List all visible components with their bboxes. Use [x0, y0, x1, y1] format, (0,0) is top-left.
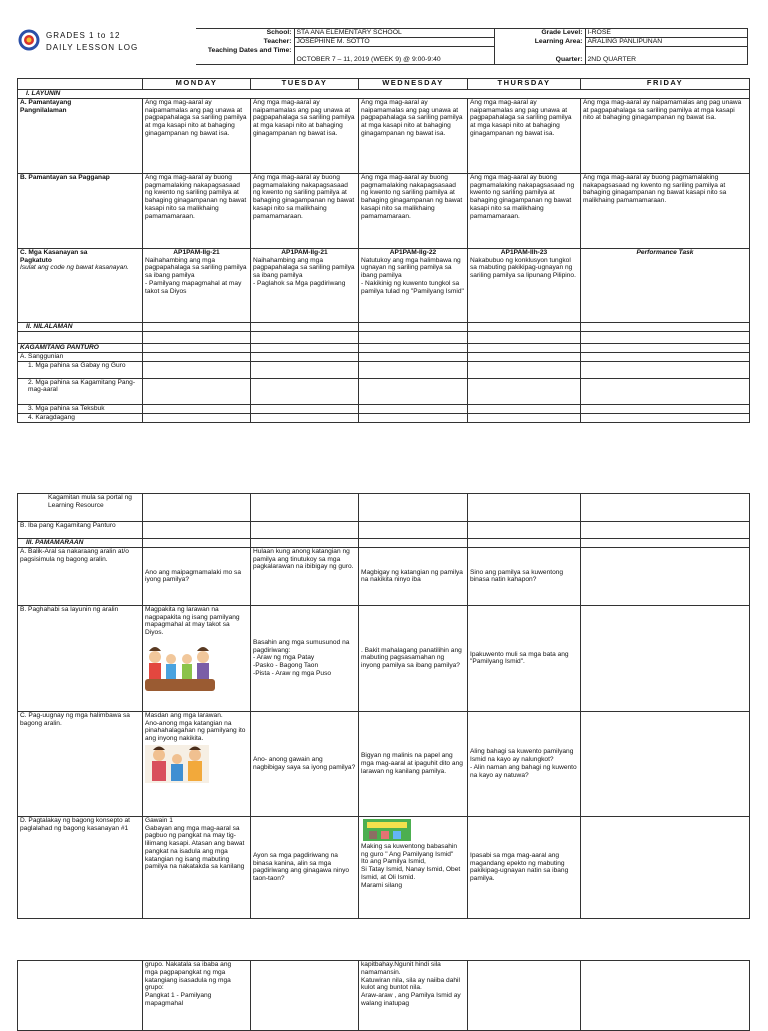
lesson-table-page2: [17, 493, 750, 919]
cell-balik-aral-wednesday: Magbigay ng katangian ng pamilya na nakikita ninyo iba: [359, 547, 468, 605]
empty-cell: [359, 404, 468, 413]
section-nilalaman: II. NILALAMAN: [18, 322, 143, 331]
kasanayan-title: C. Mga Kasanayan sa Pagkatuto: [20, 248, 88, 264]
quarter-label: Quarter:: [494, 47, 585, 65]
empty-cell: [359, 539, 468, 548]
teacher-label: Teacher:: [263, 37, 292, 45]
empty-cell: [468, 343, 581, 352]
cell-b-friday: Ang mga mag-aaral ay buong pagmamalaking nakapagsasaad ng kwento ng sariling pamilya at bahaging ginagampanan ng bawat kasapi nito sa malikhaing pamamamaraan.: [581, 173, 750, 248]
empty-cell: [143, 404, 251, 413]
paghahabi-monday-text: Magpakita ng larawan na nagpapakita ng isang pamilyang mapagmahal at may takot sa Diyos.: [145, 605, 240, 637]
empty-cell: [359, 322, 468, 331]
day-header-friday: FRIDAY: [581, 79, 750, 90]
empty-cell: [251, 343, 359, 352]
row-label-pag-uugnay: C. Pag-uugnay ng mga halimbawa sa bagong aralin.: [18, 711, 143, 816]
teacher-value: JOSEPHINE M. SOTTO: [294, 38, 494, 47]
day-header-tuesday: TUESDAY: [251, 79, 359, 90]
cell-pag-uugnay-friday: [581, 711, 750, 816]
section-layunin: I. LAYUNIN: [18, 90, 750, 99]
cell-pag-uugnay-monday: [143, 711, 251, 816]
cell-b-wednesday: Ang mga mag-aaral ay buong pagmamalaking nakapagsasaad ng kwento ng sariling pamilya at bahaging ginagampanan ng bawat kasapi nito sa malikhaing pamamamaraan.: [359, 173, 468, 248]
empty-cell: [359, 378, 468, 404]
family-picture-image: [145, 745, 209, 783]
empty-cell: [251, 961, 359, 1031]
empty-cell: [468, 539, 581, 548]
empty-cell: [359, 522, 468, 539]
cell-pagtalakay-friday: [581, 816, 750, 918]
page-title: [46, 31, 196, 52]
cell-paghahabi-wednesday: . Bakit mahalagang panatilihin ang mabuting pagsasamahan ng inyong pamilya sa ibang pamilya?: [359, 605, 468, 711]
empty-cell: [581, 404, 750, 413]
competency-text-tuesday: Naihahambing ang mga pagpapahalaga sa sariling pamilya sa ibang pamilya - Paglahok sa Mga pagdiriwang: [253, 256, 355, 287]
empty-cell: [581, 322, 750, 331]
empty-cell: [359, 361, 468, 378]
cell-b-monday: Ang mga mag-aaral ay buong pagmamalaking nakapagsasaad ng kwento ng sariling pamilya at bahaging ginagampanan ng bawat kasapi nito sa malikhaing pamamamaraan.: [143, 173, 251, 248]
empty-cell: [18, 331, 143, 343]
gabay-ng-guro-label: 1. Mga pahina sa Gabay ng Guro: [18, 361, 143, 378]
empty-cell: [251, 539, 359, 548]
cell-pagtalakay-tuesday: Ayon sa mga pagdiriwang na binasa kanina, alin sa mga pagdiriwang ang ginagawa ninyo taon-taon?: [251, 816, 359, 918]
empty-cell: [359, 494, 468, 522]
performance-task-label: Performance Task: [636, 248, 694, 256]
cell-page3-wednesday: kapitbahay.Ngunit hindi sila namamansin. Katuwiran nila, sila ay naiiba dahil kulot ang buntot nila. Araw-araw , ang Pamilya Ismid ay walang inatupag: [359, 961, 468, 1031]
empty-cell: [143, 343, 251, 352]
row-label-pagtalakay: D. Pagtalakay ng bagong konsepto at paglalahad ng bagong kasanayan #1: [18, 816, 143, 918]
title-line-1: GRADES 1 to 12: [46, 31, 121, 40]
empty-cell: [581, 331, 750, 343]
empty-cell: [251, 331, 359, 343]
learning-area-label: Learning Area:: [534, 37, 583, 45]
row-label-pamantayan-sa-pagganap: B. Pamantayan sa Pagganap: [18, 173, 143, 248]
empty-cell: [251, 378, 359, 404]
sanggunian-label: A. Sanggunian: [18, 352, 143, 361]
empty-cell: [359, 343, 468, 352]
cell-c-wednesday: [359, 248, 468, 322]
cell-a-monday: Ang mga mag-aaral ay naipamamalas ang pag unawa at pagpapahalaga sa sariling pamilya at mga kasapi nito at bahaging ginagampanan ng bawat isa.: [143, 98, 251, 173]
cell-pagtalakay-thursday: Ipasabi sa mga mag-aaral ang magandang epekto ng mabuting pakikipag-ugnayan natin sa ibang pamilya.: [468, 816, 581, 918]
row-label-pamantayang-pangnilalaman: A. Pamantayang Pangnilalaman: [18, 98, 143, 173]
empty-cell: [581, 494, 750, 522]
empty-cell: [251, 413, 359, 422]
cell-b-tuesday: Ang mga mag-aaral ay buong pagmamalaking nakapagsasaad ng kwento ng sariling pamilya at bahaging ginagampanan ng bawat kasapi nito sa malikhaing pamamamaraan.: [251, 173, 359, 248]
cell-b-thursday: Ang mga mag-aaral ay buong pagmamalaking nakapagsasaad ng kwento ng sariling pamilya at bahaging ginagampanan ng bawat kasapi nito sa malikhaing pamamamaraan.: [468, 173, 581, 248]
cell-a-friday: Ang mga mag-aaral ay naipamamalas ang pag unawa at pagpapahalaga sa sariling pamilya at mga kasapi nito at bahaging ginagampanan ng bawat isa.: [581, 98, 750, 173]
competency-code-wednesday: AP1PAM-IIg-22: [389, 248, 437, 256]
empty-cell: [143, 352, 251, 361]
row-label-paghahabi: B. Paghahabi sa layunin ng aralin: [18, 605, 143, 711]
cell-balik-aral-monday: Ano ang maipagmamalaki mo sa iyong pamilya?: [143, 547, 251, 605]
empty-cell: [581, 378, 750, 404]
quarter-value: 2ND QUARTER: [585, 47, 747, 65]
empty-cell: [359, 331, 468, 343]
empty-cell: [581, 413, 750, 422]
karagdagang-label: 4. Karagdagang: [18, 413, 143, 422]
pagtalakay-wednesday-text: Making sa kuwentong babasahin ng guro " Ang Pamilyang Ismid" Ito ang Pamilya Ismid, Si Tatay Ismid, Nanay Ismid, Obet Ismid, at Oli Ismid. Marami silang: [361, 842, 461, 889]
cell-pagtalakay-wednesday: [359, 816, 468, 918]
empty-cell: [581, 361, 750, 378]
empty-cell: [359, 352, 468, 361]
pag-uugnay-monday-text: Masdan ang mga larawan. Ano-anong mga katangian na pinahahalagahan ng pamilyang ito ang inyong nakikita.: [145, 711, 246, 743]
competency-text-thursday: Nakabubuo ng konklusyon tungkol sa mabuting pakikipag-ugnayan ng sariling pamilya sa lipunang Pilipino.: [470, 256, 576, 280]
day-header-monday: MONDAY: [143, 79, 251, 90]
empty-cell: [143, 378, 251, 404]
empty-cell: [468, 413, 581, 422]
cell-paghahabi-friday: [581, 605, 750, 711]
dates-value: OCTOBER 7 – 11, 2019 (WEEK 9) @ 9:00-9:40: [294, 47, 494, 65]
cell-paghahabi-tuesday: Basahin ang mga sumusunod na pagdiriwang: - Araw ng mga Patay -Pasko - Bagong Taon -Pista - Araw ng mga Puso: [251, 605, 359, 711]
learning-resource-label: Kagamitan mula sa portal ng Learning Resource: [18, 494, 143, 522]
empty-cell: [581, 352, 750, 361]
row-label-balik-aral: A. Balik-Aral sa nakaraang aralin at/o pagsisimula ng bagong aralin.: [18, 547, 143, 605]
competency-code-tuesday: AP1PAM-IIg-21: [281, 248, 328, 256]
empty-cell: [143, 331, 251, 343]
cell-c-tuesday: [251, 248, 359, 322]
cell-pag-uugnay-thursday: Aling bahagi sa kuwento pamilyang Ismid na kayo ay nalungkot? - Alin naman ang bahagi ng kuwento na kayo ay natuwa?: [468, 711, 581, 816]
empty-cell: [251, 361, 359, 378]
section-kagamitang-panturo: KAGAMITANG PANTURO: [18, 343, 143, 352]
school-value: STA ANA ELEMENTARY SCHOOL: [294, 29, 494, 38]
empty-cell: [468, 352, 581, 361]
section-pamamaraan: III. PAMAMARAAN: [18, 539, 143, 548]
empty-cell: [143, 322, 251, 331]
empty-cell: [251, 494, 359, 522]
grade-level-label: Grade Level:: [494, 29, 585, 38]
day-header-thursday: THURSDAY: [468, 79, 581, 90]
cell-a-tuesday: Ang mga mag-aaral ay naipamamalas ang pag unawa at pagpapahalaga sa sariling pamilya at mga kasapi nito at bahaging ginagampanan ng bawat isa.: [251, 98, 359, 173]
header-info-grid: [196, 28, 748, 65]
empty-cell: [359, 413, 468, 422]
cell-a-wednesday: Ang mga mag-aaral ay naipamamalas ang pag unawa at pagpapahalaga sa sariling pamilya at mga kasapi nito at bahaging ginagampanan ng bawat isa.: [359, 98, 468, 173]
empty-cell: [251, 352, 359, 361]
dates-label: Teaching Dates and Time:: [196, 47, 294, 65]
competency-text-wednesday: Natutukoy ang mga halimbawa ng ugnayan ng sariling pamilya sa ibang pamilya - Nakikinig ng kuwento tungkol sa pamilya tulad ng "Pamilyang Ismid": [361, 256, 464, 295]
empty-cell: [143, 539, 251, 548]
cell-pag-uugnay-wednesday: Bigyan ng malinis na papel ang mga mag-aaral at ipaguhit dito ang larawan ng kanilang pamilya.: [359, 711, 468, 816]
cell-pagtalakay-monday: Gawain 1 Gabayan ang mga mag-aaral sa pagbuo ng pangkat na may tig-lilimang kasapi. Atasan ang bawat pangkat na isadula ang mga katangian ng isang mabuting pamilya na nakatakda sa kanilang: [143, 816, 251, 918]
empty-cell: [468, 494, 581, 522]
grade-level-value: I-ROSE: [585, 29, 747, 38]
cell-c-monday: [143, 248, 251, 322]
kagamitang-pang-mag-aaral-label: 2. Mga pahina sa Kagamitang Pang-mag-aaral: [18, 378, 143, 404]
title-line-2: DAILY LESSON LOG: [46, 43, 139, 52]
learning-area-value: ARALING PANLIPUNAN: [585, 38, 747, 47]
empty-cell: [581, 343, 750, 352]
family-praying-image: [145, 643, 215, 693]
empty-cell: [468, 361, 581, 378]
empty-cell: [18, 961, 143, 1031]
kasanayan-instruction: Isulat ang code ng bawat kasanayan.: [20, 264, 129, 272]
cell-balik-aral-thursday: Sino ang pamilya sa kuwentong binasa natin kahapon?: [468, 547, 581, 605]
empty-cell: [468, 322, 581, 331]
iba-pang-kagamitan-label: B. Iba pang Kagamitang Panturo: [18, 522, 143, 539]
empty-cell: [468, 522, 581, 539]
cell-balik-aral-friday: [581, 547, 750, 605]
competency-code-monday: AP1PAM-IIg-21: [173, 248, 220, 256]
cell-c-friday: [581, 248, 750, 322]
lesson-table-page3: [17, 960, 750, 1031]
empty-cell: [468, 378, 581, 404]
school-label: School:: [196, 29, 294, 38]
empty-cell: [251, 522, 359, 539]
day-header-wednesday: WEDNESDAY: [359, 79, 468, 90]
competency-text-monday: Naihahambing ang mga pagpapahalaga sa sariling pamilya sa ibang pamilya - Pamilyang mapagmahal at may takot sa Diyos: [145, 256, 247, 295]
empty-cell: [143, 494, 251, 522]
empty-cell: [143, 361, 251, 378]
empty-cell: [468, 331, 581, 343]
deped-seal-icon: [18, 29, 40, 51]
corner-cell: [18, 79, 143, 90]
cell-pag-uugnay-tuesday: Ano- anong gawain ang nagbibigay saya sa iyong pamilya?: [251, 711, 359, 816]
empty-cell: [468, 961, 581, 1031]
empty-cell: [581, 522, 750, 539]
competency-code-thursday: AP1PAM-IIh-23: [500, 248, 548, 256]
cell-c-thursday: [468, 248, 581, 322]
row-label-mga-kasanayan: [18, 248, 143, 322]
cell-paghahabi-thursday: Ipakuwento muli sa mga bata ang "Pamilyang Ismid".: [468, 605, 581, 711]
storybook-cover-image: [363, 819, 411, 841]
cell-page3-monday: grupo. Nakatala sa ibaba ang mga pagpapangkat ng mga katangiang isasadula ng mga grupo: Pangkat 1 - Pamilyang mapagmahal: [143, 961, 251, 1031]
empty-cell: [143, 413, 251, 422]
cell-balik-aral-tuesday: Hulaan kung anong katangian ng pamilya ang tinutukoy sa mga pagkalarawan na ibibigay ng guro.: [251, 547, 359, 605]
teksbuk-label: 3. Mga pahina sa Teksbuk: [18, 404, 143, 413]
cell-paghahabi-monday: [143, 605, 251, 711]
empty-cell: [581, 539, 750, 548]
cell-a-thursday: Ang mga mag-aaral ay naipamamalas ang pag unawa at pagpapahalaga sa sariling pamilya at mga kasapi nito at bahaging ginagampanan ng bawat isa.: [468, 98, 581, 173]
empty-cell: [581, 961, 750, 1031]
empty-cell: [468, 404, 581, 413]
empty-cell: [143, 522, 251, 539]
empty-cell: [251, 404, 359, 413]
empty-cell: [251, 322, 359, 331]
lesson-table-page1: [17, 78, 750, 423]
